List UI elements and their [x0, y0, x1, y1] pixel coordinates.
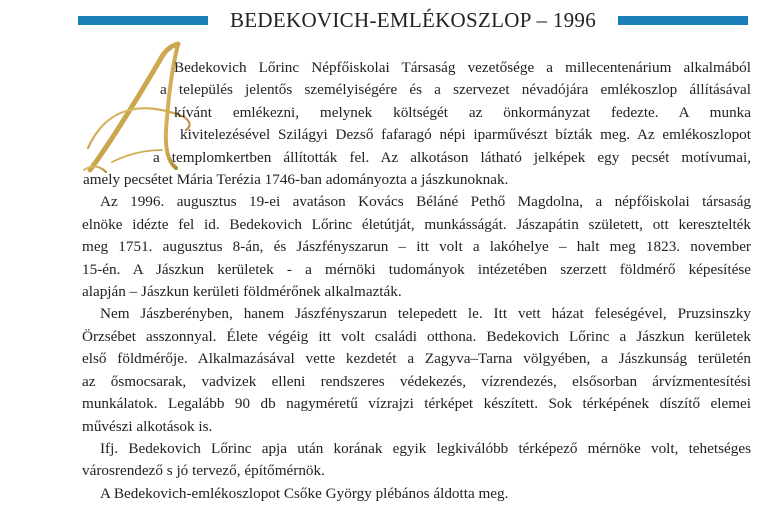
text-line: Ifj. Bedekovich Lőrinc apja után korának egyik legkiválóbb térképező mérnöke volt, tehetséges — [100, 439, 751, 457]
text-line: Bedekovich Lőrinc Népfőiskolai Társaság vezetősége a millecentenárium alkalmából — [174, 59, 751, 76]
text-line: első földmérője. Alkalmazásával vette kezdetét a Zagyva–Tarna völgyében, a Jászkunság területén — [82, 350, 751, 368]
text-line: Nem Jászberényben, hanem Jászfényszarun telepedett le. Itt vett házat feleségével, Pruzsinszky — [100, 305, 751, 323]
text-line: kivitelezésével Szilágyi Dezső fafaragó népi iparművészt bízták meg. Az emlékoszlopot — [180, 126, 751, 144]
text-line: a templomkertben állították fel. Az alkotáson látható jelképek egy pecsét motívumai, — [153, 148, 751, 166]
text-line: kívánt emlékezni, melynek költségét az önkormányzat fedezte. A munka — [174, 103, 751, 121]
text-line: 15-én. A Jászkun kerületek - a mérnöki tudományok intézetében szerzett földmérő képesítése — [82, 260, 751, 278]
paragraph-2 — [82, 191, 751, 303]
text-line: Örzsébet asszonnyal. Élete végéig itt volt családi otthona. Bedekovich Lőrinc a Jászkun kerületek — [82, 327, 751, 345]
text-line: munkálatok. Legalább 90 db nagyméretű vízrajzi térképet készített. Sok térképének díszítő elemei — [82, 395, 751, 413]
header-accent-bar-right — [618, 16, 748, 25]
text-line: művészi alkotások is. — [82, 417, 213, 435]
paragraph-1 — [82, 57, 751, 191]
text-line: meg 1751. augusztus 8-án, és Jászfényszarun – itt volt a lakóhelye – halt meg 1823. november — [82, 238, 751, 256]
paragraph-4 — [82, 438, 751, 483]
text-line: A Bedekovich-emlékoszlopot Csőke György plébános áldotta meg. — [100, 484, 509, 502]
text-line: Az 1996. augusztus 19-ei avatáson Kovács Béláné Pethő Magdolna, a népfőiskolai társaság — [100, 193, 751, 211]
article-body — [82, 57, 751, 505]
text-line: alapján – Jászkun kerületi földmérőnek alkalmazták. — [82, 283, 402, 301]
text-line: városrendező s jó tervező, építőmérnök. — [82, 462, 325, 480]
paragraph-3 — [82, 303, 751, 437]
paragraph-5 — [82, 483, 751, 505]
text-line: elnöke idézte fel id. Bedekovich Lőrinc életútját, munkásságát. Jászapátin született, ott keresztelték — [82, 215, 751, 233]
text-line: a település jelentős személyiségére és a szervezet névadójára emlékoszlop állításával — [160, 81, 751, 99]
page-title: BEDEKOVICH-EMLÉKOSZLOP – 1996 — [229, 8, 597, 32]
text-line: az ősmocsarak, vadvizek elleni rendszeres védekezés, vízrendezés, elsősorban árvízmentesítési — [82, 372, 751, 390]
text-line: amely pecsétet Mária Terézia 1746-ban adományozta a jászkunoknak. — [83, 171, 509, 189]
section-header — [78, 6, 748, 36]
header-accent-bar-left — [78, 16, 208, 25]
